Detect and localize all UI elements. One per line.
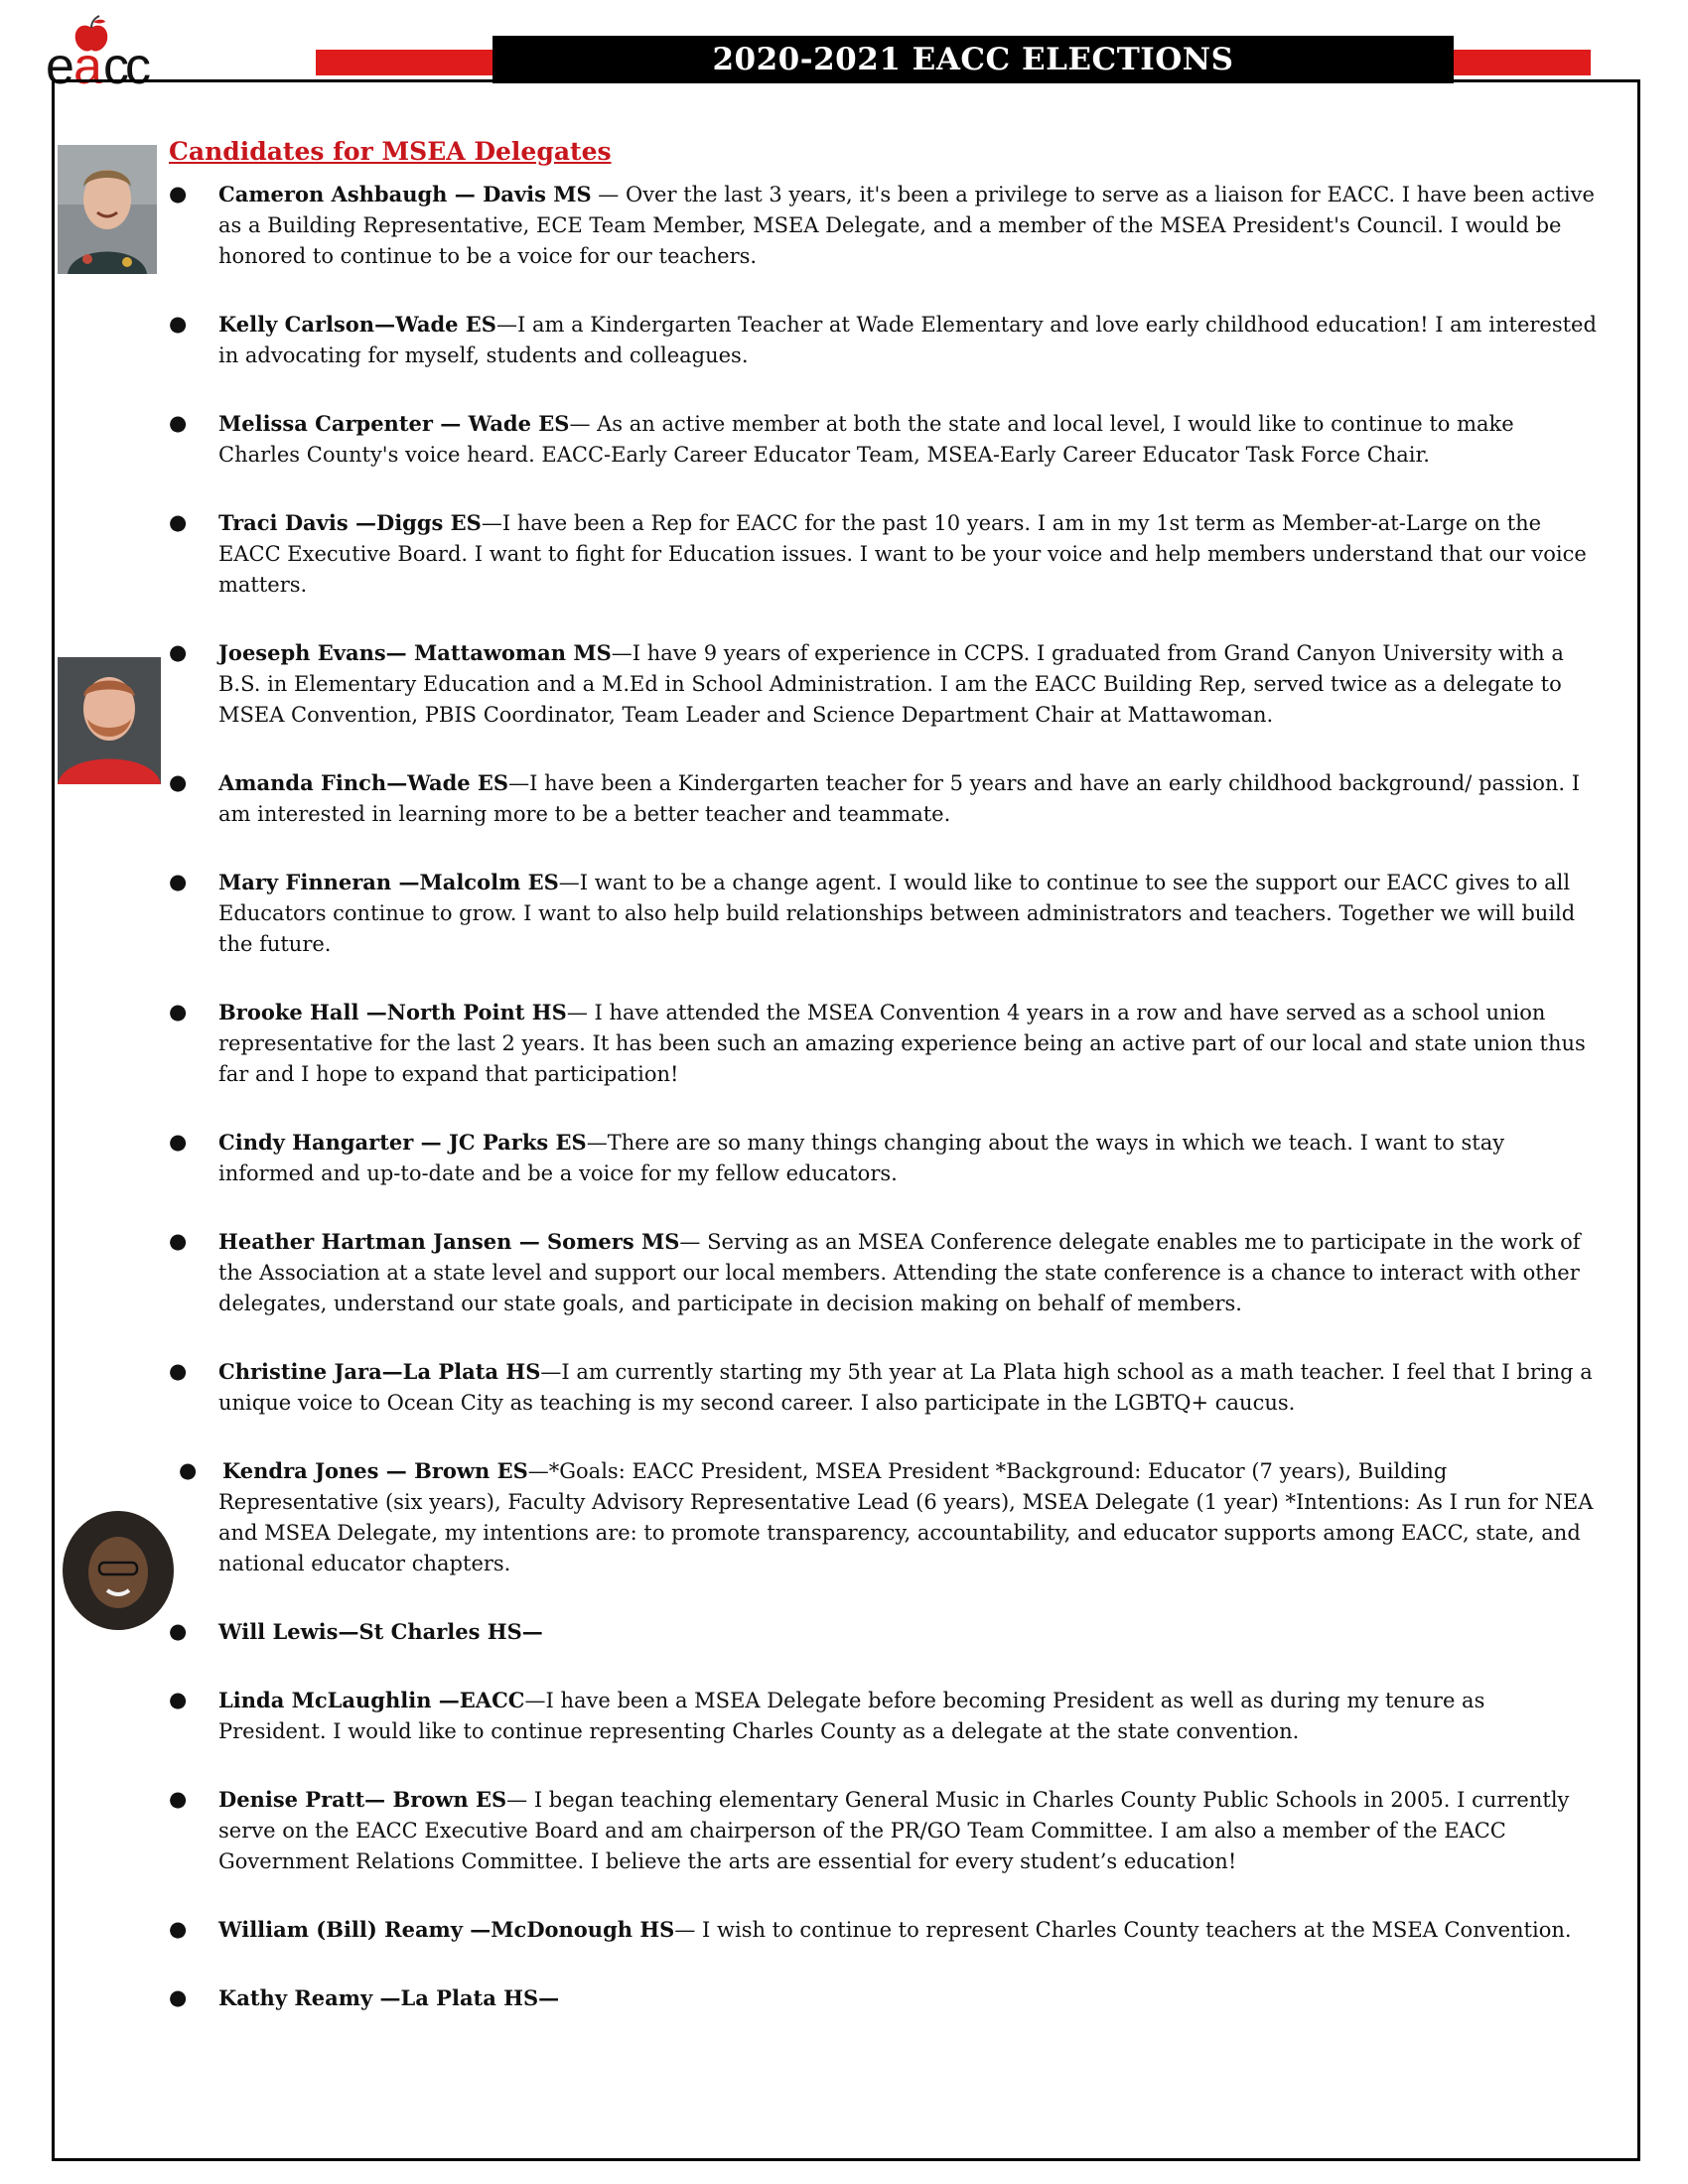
- section-heading: Candidates for MSEA Delegates: [169, 137, 612, 166]
- candidate-photo-ashbaugh: [58, 145, 157, 274]
- candidate-item-carpenter: [169, 408, 1599, 471]
- candidate-statement: —I want to be a change agent. I would like to continue to see the support our EACC gives to all Educators continue to grow. I want to also help build relationships between administrators and teachers. Together we will build the future.: [218, 871, 1576, 956]
- bullet-icon: ●: [169, 1688, 188, 1711]
- svg-text:cc: cc: [103, 38, 147, 93]
- bullet-icon: ●: [169, 312, 188, 336]
- bullet-icon: ●: [169, 1359, 188, 1383]
- candidate-name: Melissa Carpenter — Wade ES: [218, 411, 570, 436]
- candidate-statement: —I am a Kindergarten Teacher at Wade Elementary and love early childhood education! I am interested in advocating for myself, students and colleagues.: [218, 313, 1597, 367]
- bullet-icon: ●: [169, 870, 188, 893]
- candidate-item-pratt: [169, 1784, 1599, 1877]
- candidate-item-finch: [169, 767, 1599, 830]
- candidate-photo-evans: [58, 657, 161, 784]
- bullet-icon: ●: [169, 182, 188, 205]
- candidate-item-davis: [169, 507, 1599, 601]
- candidate-item-mclaughlin: [169, 1685, 1599, 1747]
- candidate-name: Kathy Reamy —La Plata HS—: [218, 1985, 560, 2010]
- candidate-statement: — Over the last 3 years, it's been a privilege to serve as a liaison for EACC. I have been active as a Building Representative, ECE Team Member, MSEA Delegate, and a member of the MSEA President's Council. I would be honored to continue to be a voice for our teachers.: [218, 183, 1595, 268]
- candidate-name: Linda McLaughlin —EACC: [218, 1688, 525, 1712]
- bullet-icon: ●: [169, 411, 188, 435]
- header-accent-left: [316, 50, 492, 75]
- candidate-statement: —I have 9 years of experience in CCPS. I graduated from Grand Canyon University with a B.S. in Elementary Education and a M.Ed in School Administration. I am the EACC Building Rep, served twice as a delegate to MSEA Convention, PBIS Coordinator, Team Leader and Science Department Chair at Mattawoman.: [218, 641, 1564, 727]
- candidate-statement: — I have attended the MSEA Convention 4 years in a row and have served as a school union representative for the last 2 years. It has been such an amazing experience being an active part of our local and state union thus far and I hope to expand that participation!: [218, 1001, 1586, 1086]
- candidate-item-hangarter: [169, 1127, 1599, 1189]
- bullet-icon: ●: [169, 1985, 188, 2009]
- candidate-statement: —I am currently starting my 5th year at La Plata high school as a math teacher. I feel that I bring a unique voice to Ocean City as teaching is my second career. I also participate in the LGBTQ+ caucus.: [218, 1360, 1593, 1415]
- bullet-icon: ●: [169, 1130, 188, 1154]
- candidate-statement: —There are so many things changing about the ways in which we teach. I want to stay informed and up-to-date and be a voice for my fellow educators.: [218, 1131, 1505, 1185]
- bullet-icon: ●: [169, 1229, 188, 1253]
- candidate-item-bill-reamy: [169, 1914, 1599, 1946]
- candidate-name: Christine Jara—La Plata HS: [218, 1359, 541, 1384]
- candidate-name: Amanda Finch—Wade ES: [218, 770, 509, 795]
- candidate-statement: —I have been a Kindergarten teacher for 5 years and have an early childhood background/ passion. I am interested in learning more to be a better teacher and teammate.: [218, 771, 1581, 826]
- candidate-item-finneran: [169, 867, 1599, 960]
- candidate-item-evans: [169, 637, 1599, 731]
- candidate-item-ashbaugh: [169, 179, 1599, 272]
- bullet-icon: ●: [169, 770, 188, 794]
- candidate-item-jansen: [169, 1226, 1599, 1319]
- candidate-name: Denise Pratt— Brown ES: [218, 1787, 507, 1812]
- candidate-item-carlson: [169, 309, 1599, 371]
- candidate-name: Will Lewis—St Charles HS—: [218, 1619, 543, 1644]
- candidate-statement: —I have been a MSEA Delegate before becoming President as well as during my tenure as President. I would like to continue representing Charles County as a delegate at the state convention.: [218, 1689, 1485, 1743]
- candidate-name: Traci Davis —Diggs ES: [218, 510, 482, 535]
- header-accent-right: [1454, 50, 1591, 75]
- candidate-name: Cameron Ashbaugh — Davis MS: [218, 182, 592, 206]
- bullet-icon: ●: [169, 1619, 188, 1643]
- candidate-item-jara: [169, 1356, 1599, 1419]
- candidate-item-jones: [169, 1455, 1599, 1579]
- candidate-statement: — As an active member at both the state and local level, I would like to continue to make Charles County's voice heard. EACC-Early Career Educator Team, MSEA-Early Career Educator Task Force Chair.: [218, 412, 1514, 467]
- page-title: 2020-2021 EACC ELECTIONS: [492, 36, 1454, 83]
- candidate-name: Mary Finneran —Malcolm ES: [218, 870, 559, 894]
- candidate-statement: — Serving as an MSEA Conference delegate enables me to participate in the work of the Association at a state level and support our local members. Attending the state conference is a chance to interact with other delegates, understand our state goals, and participate in decision making on behalf of members.: [218, 1230, 1581, 1315]
- candidate-item-hall: [169, 997, 1599, 1090]
- candidate-name: Kendra Jones — Brown ES: [222, 1458, 528, 1483]
- svg-text:a: a: [73, 38, 99, 93]
- bullet-icon: ●: [169, 510, 188, 534]
- candidate-statement: —*Goals: EACC President, MSEA President *Background: Educator (7 years), Building Representative (six years), Faculty Advisory Representative Lead (6 years), MSEA Delegate (1 year) *Intentions: As I run for NEA and MSEA Delegate, my intentions are: to promote transparency, accountability, and educator supports among EACC, state, and national educator chapters.: [218, 1459, 1594, 1575]
- candidate-item-kathy-reamy: [169, 1982, 1599, 2014]
- candidate-statement: — I wish to continue to represent Charles County teachers at the MSEA Convention.: [674, 1918, 1572, 1942]
- bullet-icon: ●: [169, 640, 188, 664]
- bullet-icon: ●: [169, 1000, 188, 1024]
- candidate-name: Joeseph Evans— Mattawoman MS: [218, 640, 612, 665]
- bullet-icon: ●: [169, 1787, 188, 1811]
- candidate-list: [169, 179, 1599, 2014]
- candidate-name: Brooke Hall —North Point HS: [218, 1000, 567, 1024]
- candidate-statement: — I began teaching elementary General Music in Charles County Public Schools in 2005. I currently serve on the EACC Executive Board and am chairperson of the PR/GO Team Committee. I am also a member of the EACC Government Relations Committee. I believe the arts are essential for every student’s education!: [218, 1788, 1570, 1873]
- candidate-item-lewis: [169, 1616, 1599, 1648]
- candidate-name: Heather Hartman Jansen — Somers MS: [218, 1229, 680, 1254]
- candidate-name: William (Bill) Reamy —McDonough HS: [218, 1917, 675, 1942]
- candidate-photo-jones: [58, 1509, 179, 1634]
- candidate-name: Kelly Carlson—Wade ES: [218, 312, 496, 337]
- logo-text: e: [46, 38, 71, 93]
- bullet-icon: ●: [179, 1458, 198, 1482]
- bullet-icon: ●: [169, 1917, 188, 1941]
- candidate-statement: —I have been a Rep for EACC for the past 10 years. I am in my 1st term as Member-at-Large on the EACC Executive Board. I want to fight for Education issues. I want to be your voice and help members understand that our voice matters.: [218, 511, 1587, 597]
- candidate-name: Cindy Hangarter — JC Parks ES: [218, 1130, 587, 1155]
